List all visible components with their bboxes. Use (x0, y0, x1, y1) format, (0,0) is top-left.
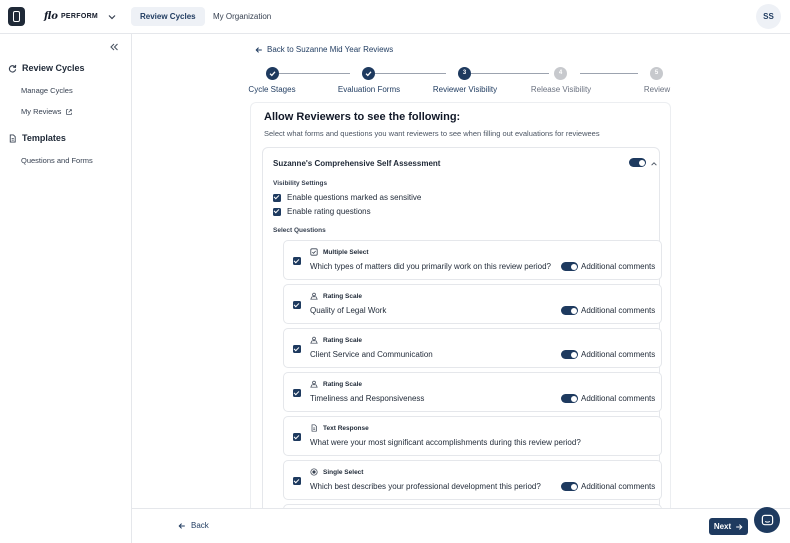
step-4-number[interactable]: 4 (554, 67, 567, 80)
form-enabled-toggle[interactable] (629, 158, 646, 167)
question-type-label: Rating Scale (323, 336, 363, 344)
checkbox-checked[interactable] (273, 208, 281, 216)
sidebar-item-questions-and-forms[interactable] (21, 156, 93, 165)
enable-sensitive-questions-option[interactable] (273, 193, 421, 202)
brand-flo: flo (44, 11, 58, 22)
question-text: Which types of matters did you primarily work on this review period? (310, 262, 551, 271)
additional-comments-toggle[interactable] (561, 262, 578, 271)
step-connector (471, 73, 549, 74)
additional-comments-control[interactable] (561, 350, 655, 359)
question-type (310, 292, 362, 300)
question-type (310, 424, 369, 432)
checkbox-icon (310, 248, 318, 256)
question-card (283, 372, 662, 412)
question-text: Timeliness and Responsiveness (310, 394, 425, 403)
rating-scale-icon (310, 336, 318, 344)
sidebar-item-label: Questions and Forms (21, 156, 93, 165)
step-5-number[interactable]: 5 (650, 67, 663, 80)
step-connector (580, 73, 638, 74)
step-3-number[interactable]: 3 (458, 67, 471, 80)
question-type-label: Rating Scale (323, 380, 363, 388)
back-to-reviews-link[interactable] (255, 45, 393, 54)
checkbox-checked[interactable] (273, 194, 281, 202)
rating-scale-icon (310, 380, 318, 388)
step-connector (279, 73, 350, 74)
question-text: Which best describes your professional development this period? (310, 482, 541, 491)
additional-comments-control[interactable] (561, 306, 655, 315)
sidebar-section-templates[interactable] (8, 133, 66, 143)
nav-tab-my-organization[interactable]: My Organization (213, 12, 272, 21)
question-type (310, 336, 362, 344)
visibility-settings-label: Visibility Settings (273, 180, 328, 187)
additional-comments-control[interactable] (561, 394, 655, 403)
additional-comments-label: Additional comments (581, 306, 656, 315)
sidebar-item-label: Manage Cycles (21, 86, 73, 95)
brand-perform: PERFORM (60, 13, 99, 20)
progress-stepper (240, 66, 680, 96)
question-card (283, 460, 662, 500)
additional-comments-toggle[interactable] (561, 394, 578, 403)
form-visibility-card (262, 147, 660, 543)
additional-comments-toggle[interactable] (561, 482, 578, 491)
back-button-label: Back (191, 521, 209, 530)
top-bar (0, 0, 790, 34)
question-checkbox[interactable] (293, 345, 301, 353)
additional-comments-toggle[interactable] (561, 350, 578, 359)
wizard-footer (132, 508, 790, 543)
back-button[interactable] (178, 521, 209, 530)
additional-comments-label: Additional comments (581, 482, 656, 491)
sidebar-section-label: Review Cycles (22, 63, 85, 73)
sidebar-item-label: My Reviews (21, 107, 62, 116)
collapse-sidebar-icon[interactable] (108, 41, 120, 53)
additional-comments-control[interactable] (561, 482, 655, 491)
question-type-label: Text Response (323, 424, 369, 432)
product-switcher[interactable] (44, 11, 117, 22)
page-heading: Allow Reviewers to see the following: (264, 111, 461, 123)
step-label-review[interactable]: Review (643, 85, 671, 94)
question-text: Client Service and Communication (310, 350, 433, 359)
option-label: Enable rating questions (287, 207, 371, 216)
question-card (283, 416, 662, 456)
select-questions-label: Select Questions (273, 227, 326, 234)
option-label: Enable questions marked as sensitive (287, 193, 422, 202)
chat-support-button[interactable] (754, 507, 780, 533)
user-avatar[interactable]: SS (756, 4, 781, 29)
step-2-complete-check-icon[interactable] (362, 67, 375, 80)
arrow-right-icon (735, 523, 743, 531)
radio-icon (310, 468, 318, 476)
question-type (310, 380, 362, 388)
sidebar-item-manage-cycles[interactable] (21, 86, 73, 95)
question-checkbox[interactable] (293, 257, 301, 265)
step-1-complete-check-icon[interactable] (266, 67, 279, 80)
question-checkbox[interactable] (293, 389, 301, 397)
sidebar-section-review-cycles[interactable] (8, 63, 85, 73)
refresh-cycle-icon (8, 64, 17, 73)
question-card (283, 328, 662, 368)
chevron-up-icon[interactable] (650, 160, 658, 168)
arrow-left-icon (178, 522, 186, 530)
back-link-label: Back to Suzanne Mid Year Reviews (267, 45, 394, 54)
external-link-icon (65, 108, 73, 116)
app-logo-icon[interactable] (8, 7, 25, 26)
additional-comments-control[interactable] (561, 262, 655, 271)
question-type (310, 468, 363, 476)
sidebar-item-my-reviews[interactable] (21, 107, 73, 116)
question-type-label: Single Select (323, 468, 364, 476)
step-label-reviewer-visibility[interactable]: Reviewer Visibility (432, 85, 498, 94)
step-connector (375, 73, 446, 74)
additional-comments-toggle[interactable] (561, 306, 578, 315)
document-icon (8, 134, 17, 143)
question-card (283, 284, 662, 324)
page-subheading: Select what forms and questions you want reviewers to see when filling out evaluations for reviewees (264, 129, 600, 138)
sidebar-section-label: Templates (22, 133, 66, 143)
question-checkbox[interactable] (293, 433, 301, 441)
document-icon (310, 424, 318, 432)
next-button-label: Next (713, 522, 732, 531)
question-type (310, 248, 369, 256)
step-label-release-visibility[interactable]: Release Visibility (530, 85, 592, 94)
question-checkbox[interactable] (293, 301, 301, 309)
step-label-cycle-stages[interactable]: Cycle Stages (248, 85, 296, 94)
question-text: Quality of Legal Work (310, 306, 387, 315)
enable-rating-questions-option[interactable] (273, 207, 371, 216)
additional-comments-label: Additional comments (581, 262, 656, 271)
nav-tab-review-cycles[interactable]: Review Cycles (131, 7, 205, 26)
additional-comments-label: Additional comments (581, 394, 656, 403)
next-button[interactable] (709, 518, 748, 535)
step-label-evaluation-forms[interactable]: Evaluation Forms (337, 85, 401, 94)
question-text: What were your most significant accomplishments during this review period? (310, 438, 581, 447)
additional-comments-label: Additional comments (581, 350, 656, 359)
sidebar (0, 34, 132, 543)
question-checkbox[interactable] (293, 477, 301, 485)
chat-icon (761, 514, 774, 527)
question-type-label: Rating Scale (323, 292, 363, 300)
question-type-label: Multiple Select (323, 248, 369, 256)
question-card (283, 240, 662, 280)
arrow-left-icon (255, 46, 263, 54)
form-title: Suzanne's Comprehensive Self Assessment (273, 159, 441, 168)
rating-scale-icon (310, 292, 318, 300)
reviewer-visibility-panel (250, 102, 671, 543)
chevron-down-icon (107, 12, 117, 22)
